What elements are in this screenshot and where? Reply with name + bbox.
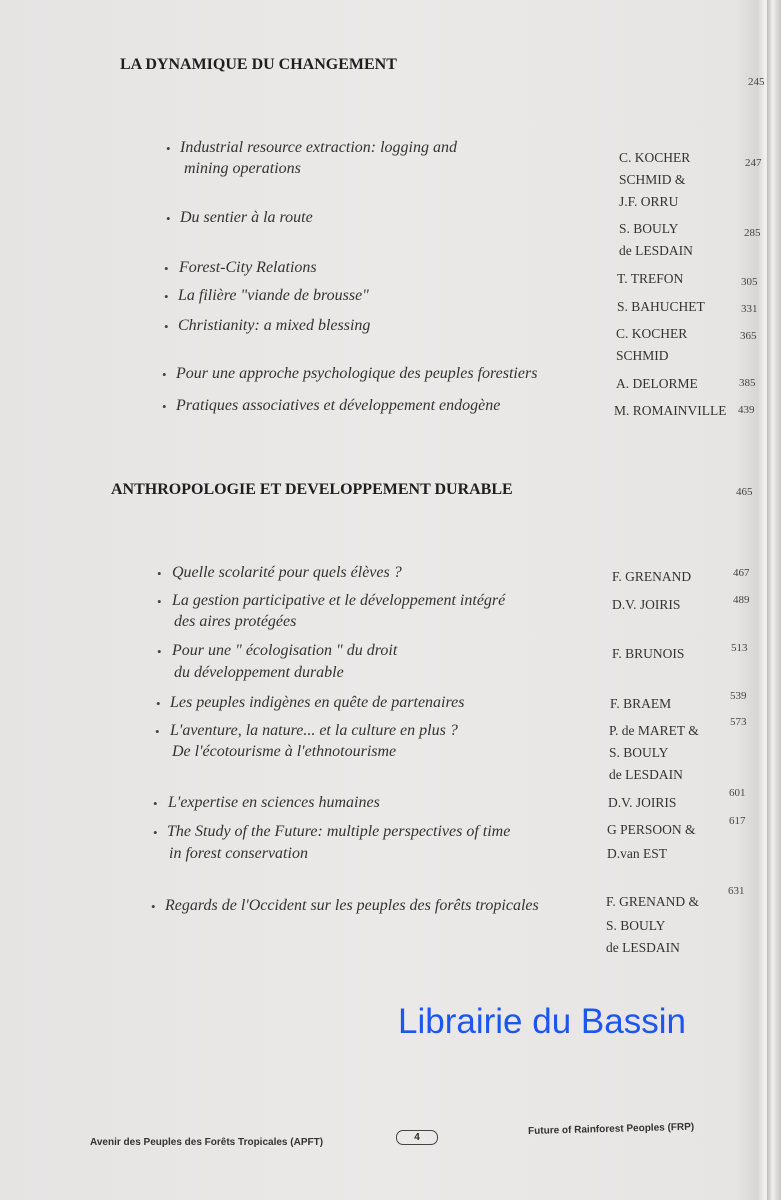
entry-page-number: 385	[739, 377, 756, 389]
entry-title-line: in forest conservation	[169, 845, 308, 862]
section-page-number: 465	[736, 486, 753, 498]
bullet-icon: •	[153, 796, 158, 811]
entry-author: de LESDAIN	[619, 243, 693, 258]
entry-author: D.van EST	[607, 846, 667, 861]
footer-left: Avenir des Peuples des Forêts Tropicales (APFT)	[90, 1137, 324, 1148]
entry-title-line: Du sentier à la route	[180, 209, 313, 226]
entry-title-line: Pour une approche psychologique des peuples forestiers	[176, 365, 538, 382]
entry-author: J.F. ORRU	[619, 194, 679, 209]
entry-author: M. ROMAINVILLE	[614, 403, 727, 418]
entry-page-number: 617	[729, 815, 746, 827]
bullet-icon: •	[156, 696, 161, 711]
entry-title-line: des aires protégées	[174, 613, 297, 630]
entry-author: D.V. JOIRIS	[608, 795, 677, 810]
entry-title-line: La filière "viande de brousse"	[178, 287, 369, 304]
entry-page-number: 631	[728, 885, 745, 897]
entry-page-number: 601	[729, 787, 746, 799]
entry-title-line: L'expertise en sciences humaines	[168, 794, 380, 811]
footer-right: Future of Rainforest Peoples (FRP)	[527, 1121, 695, 1137]
entry-title-line: Pour une " écologisation " du droit	[172, 642, 398, 659]
entry-title-line: Forest-City Relations	[179, 259, 317, 276]
entry-page-number: 467	[733, 567, 750, 579]
entry-title-line: The Study of the Future: multiple perspectives of time	[167, 823, 511, 840]
bullet-icon: •	[155, 724, 160, 739]
entry-page-number: 365	[740, 330, 757, 342]
entry-author: P. de MARET &	[609, 723, 699, 738]
entry-page-number: 489	[733, 594, 750, 606]
entry-author: SCHMID	[616, 348, 669, 363]
entry-title-line: Quelle scolarité pour quels élèves ?	[172, 564, 402, 581]
entry-author: D.V. JOIRIS	[612, 597, 681, 612]
bullet-icon: •	[166, 141, 171, 156]
bullet-icon: •	[157, 566, 162, 581]
entry-page-number: 539	[730, 690, 747, 702]
bullet-icon: •	[157, 594, 162, 609]
entry-author: S. BAHUCHET	[617, 299, 705, 314]
entry-author: T. TREFON	[617, 271, 684, 286]
entry-author: SCHMID &	[619, 172, 686, 187]
entry-title-line: La gestion participative et le développement intégré	[172, 592, 506, 609]
entry-author: C. KOCHER	[616, 326, 688, 341]
watermark: Librairie du Bassin	[398, 1002, 686, 1041]
entry-page-number: 305	[741, 276, 758, 288]
entry-title-line: Christianity: a mixed blessing	[178, 317, 371, 334]
entry-title-line: mining operations	[184, 160, 301, 177]
bullet-icon: •	[157, 644, 162, 659]
entry-author: F. BRUNOIS	[612, 646, 685, 661]
entry-author: G PERSOON &	[607, 822, 696, 837]
entry-title-line: Industrial resource extraction: logging and	[180, 139, 457, 156]
entry-author: S. BOULY	[609, 745, 669, 760]
entry-author: F. BRAEM	[610, 696, 672, 711]
entry-title-line: L'aventure, la nature... et la culture en plus ?	[170, 722, 458, 739]
bullet-icon: •	[164, 289, 169, 304]
bullet-icon: •	[153, 825, 158, 840]
bullet-icon: •	[162, 367, 167, 382]
bullet-icon: •	[162, 399, 167, 414]
entry-author: F. GRENAND &	[606, 894, 700, 909]
entry-author: A. DELORME	[616, 376, 698, 391]
bullet-icon: •	[151, 899, 156, 914]
bullet-icon: •	[164, 319, 169, 334]
bullet-icon: •	[164, 261, 169, 276]
entry-page-number: 439	[738, 404, 755, 416]
entry-page-number: 513	[731, 642, 748, 654]
entry-page-number: 285	[744, 227, 761, 239]
section-page-number: 245	[748, 76, 765, 88]
entry-title-line: Pratiques associatives et développement endogène	[176, 397, 501, 414]
entry-title-line: du développement durable	[174, 664, 344, 681]
page-edge	[767, 0, 781, 1200]
entry-author: F. GRENAND	[612, 569, 692, 584]
entry-page-number: 573	[730, 716, 747, 728]
entry-author: de LESDAIN	[606, 940, 680, 955]
entry-title-line: De l'écotourisme à l'ethnotourisme	[172, 743, 397, 760]
entry-page-number: 247	[745, 157, 762, 169]
entry-author: C. KOCHER	[619, 150, 691, 165]
entry-author: de LESDAIN	[609, 767, 683, 782]
entry-author: S. BOULY	[619, 221, 679, 236]
section-heading: ANTHROPOLOGIE ET DEVELOPPEMENT DURABLE	[111, 481, 513, 498]
entry-title-line: Regards de l'Occident sur les peuples des forêts tropicales	[165, 897, 539, 914]
entry-page-number: 331	[741, 303, 758, 315]
bullet-icon: •	[166, 211, 171, 226]
entry-title-line: Les peuples indigènes en quête de partenaires	[170, 694, 465, 711]
entry-author: S. BOULY	[606, 918, 666, 933]
section-heading: LA DYNAMIQUE DU CHANGEMENT	[120, 56, 397, 73]
footer-page-number: 4	[396, 1130, 438, 1145]
